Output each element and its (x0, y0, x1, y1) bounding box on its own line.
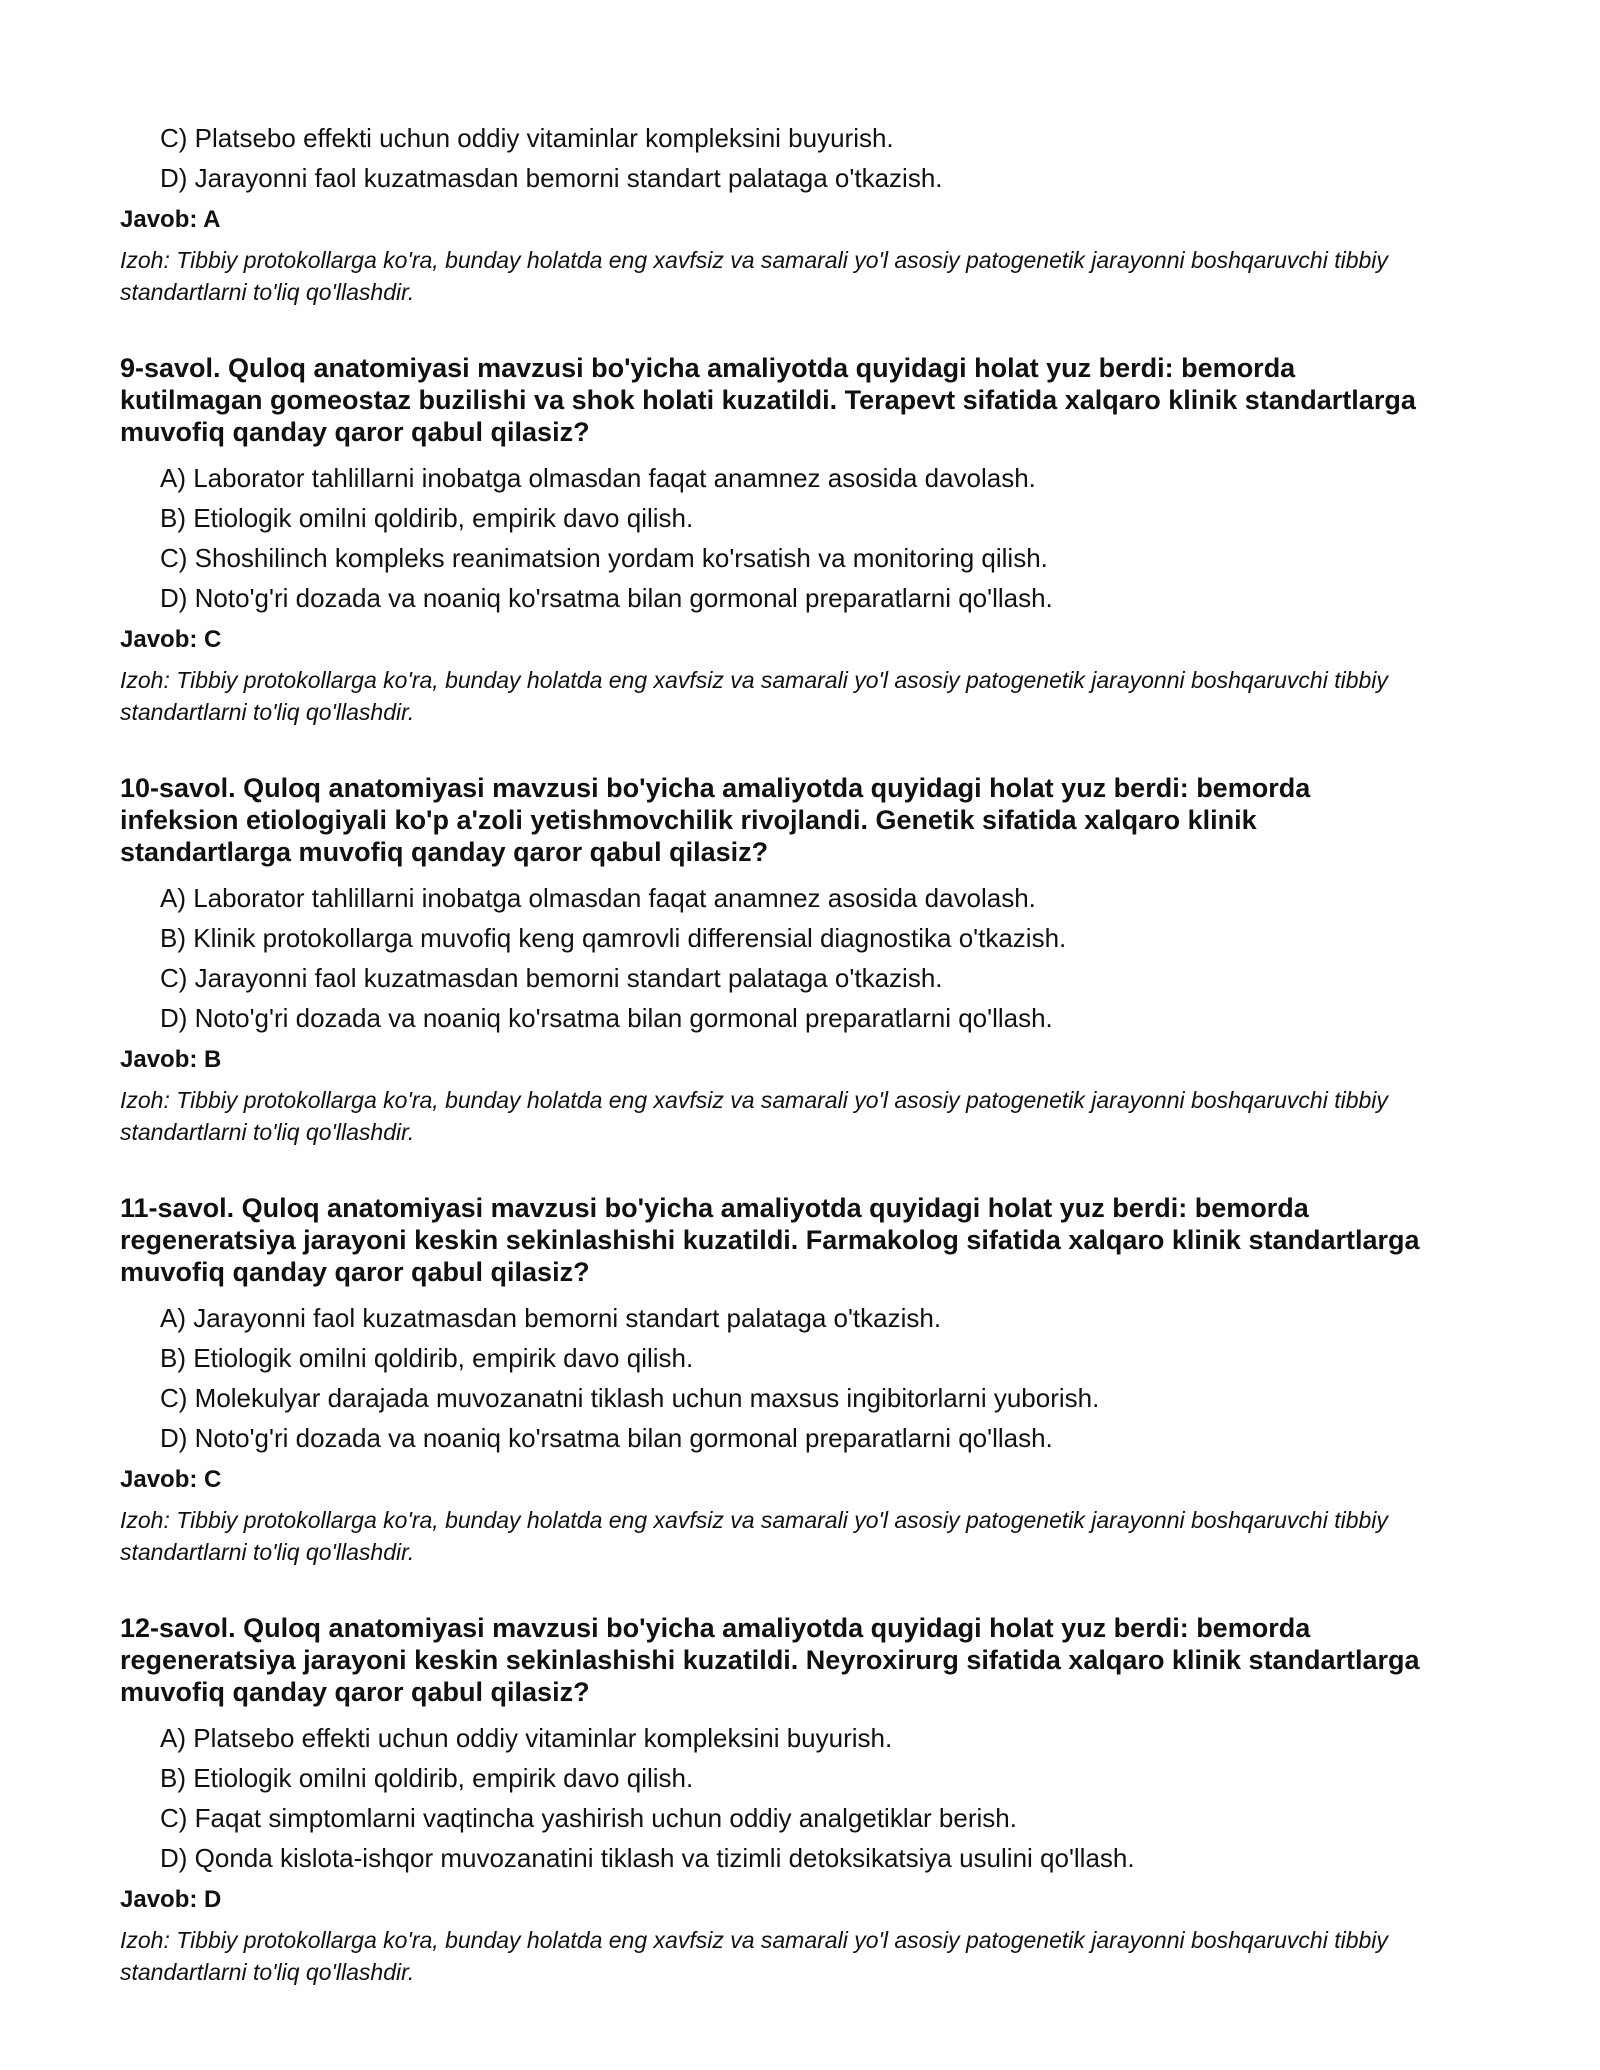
question-text: 10-savol. Quloq anatomiyasi mavzusi bo'yicha amaliyotda quyidagi holat yuz berdi: bemorda infeksion etiologiyali ko'p a'zoli yetishmovchilik rivojlandi. Genetik sifatida xalqaro klinik standartlarga muvofiq qanday qaror qabul qilasiz? (120, 773, 1311, 867)
question-block-9 (120, 352, 1420, 728)
document-page (120, 0, 1420, 1988)
explanation-note: Izoh: Tibbiy protokollarga ko'ra, bunday holatda eng xavfsiz va samarali yo'l asosiy patogenetik jarayonni boshqaruvchi tibbiy standartlarni to'liq qo'llashdir. (120, 1507, 1388, 1565)
question-block-12 (120, 1612, 1420, 1988)
option-a: A) Laborator tahlillarni inobatga olmasdan faqat anamnez asosida davolash. (160, 883, 1036, 913)
option-a: A) Platsebo effekti uchun oddiy vitaminlar kompleksini buyurish. (160, 1723, 893, 1753)
option-d: D) Noto'g'ri dozada va noaniq ko'rsatma bilan gormonal preparatlarni qo'llash. (160, 1003, 1053, 1033)
option-c: C) Jarayonni faol kuzatmasdan bemorni standart palataga o'tkazish. (160, 963, 943, 993)
answer-label: Javob: A (120, 206, 221, 233)
option-c: C) Faqat simptomlarni vaqtincha yashirish uchun oddiy analgetiklar berish. (160, 1803, 1017, 1833)
question-block-11 (120, 1192, 1420, 1568)
explanation-note: Izoh: Tibbiy protokollarga ko'ra, bunday holatda eng xavfsiz va samarali yo'l asosiy patogenetik jarayonni boshqaruvchi tibbiy standartlarni to'liq qo'llashdir. (120, 247, 1388, 305)
question-text: 12-savol. Quloq anatomiyasi mavzusi bo'yicha amaliyotda quyidagi holat yuz berdi: bemorda regeneratsiya jarayoni keskin sekinlashishi kuzatildi. Neyroxirurg sifatida xalqaro klinik standartlarga muvofiq qanday qaror qabul qilasiz? (120, 1613, 1420, 1707)
question-text: 9-savol. Quloq anatomiyasi mavzusi bo'yicha amaliyotda quyidagi holat yuz berdi: bemorda kutilmagan gomeostaz buzilishi va shok holati kuzatildi. Terapevt sifatida xalqaro klinik standartlarga muvofiq qanday qaror qabul qilasiz? (120, 353, 1416, 447)
option-d: D) Qonda kislota-ishqor muvozanatini tiklash va tizimli detoksikatsiya usulini qo'llash. (160, 1843, 1135, 1873)
option-a: A) Jarayonni faol kuzatmasdan bemorni standart palataga o'tkazish. (160, 1303, 942, 1333)
option-list (120, 878, 1420, 1038)
option-c: C) Shoshilinch kompleks reanimatsion yordam ko'rsatish va monitoring qilish. (160, 543, 1048, 573)
answer-label: Javob: C (120, 626, 222, 653)
option-d: D) Noto'g'ri dozada va noaniq ko'rsatma bilan gormonal preparatlarni qo'llash. (160, 583, 1053, 613)
option-a: A) Laborator tahlillarni inobatga olmasdan faqat anamnez asosida davolash. (160, 463, 1036, 493)
option-b: B) Etiologik omilni qoldirib, empirik davo qilish. (160, 503, 694, 533)
option-c: C) Molekulyar darajada muvozanatni tiklash uchun maxsus ingibitorlarni yuborish. (160, 1383, 1100, 1413)
question-block-10 (120, 772, 1420, 1148)
option-list (120, 1718, 1420, 1878)
answer-label: Javob: D (120, 1886, 222, 1913)
option-list (120, 458, 1420, 618)
option-d: D) Jarayonni faol kuzatmasdan bemorni standart palataga o'tkazish. (160, 163, 943, 193)
option-list (120, 118, 1420, 198)
explanation-note: Izoh: Tibbiy protokollarga ko'ra, bunday holatda eng xavfsiz va samarali yo'l asosiy patogenetik jarayonni boshqaruvchi tibbiy standartlarni to'liq qo'llashdir. (120, 667, 1388, 725)
explanation-note: Izoh: Tibbiy protokollarga ko'ra, bunday holatda eng xavfsiz va samarali yo'l asosiy patogenetik jarayonni boshqaruvchi tibbiy standartlarni to'liq qo'llashdir. (120, 1087, 1388, 1145)
explanation-note: Izoh: Tibbiy protokollarga ko'ra, bunday holatda eng xavfsiz va samarali yo'l asosiy patogenetik jarayonni boshqaruvchi tibbiy standartlarni to'liq qo'llashdir. (120, 1927, 1388, 1985)
option-b: B) Etiologik omilni qoldirib, empirik davo qilish. (160, 1343, 694, 1373)
option-c: C) Platsebo effekti uchun oddiy vitaminlar kompleksini buyurish. (160, 123, 894, 153)
option-d: D) Noto'g'ri dozada va noaniq ko'rsatma bilan gormonal preparatlarni qo'llash. (160, 1423, 1053, 1453)
question-text: 11-savol. Quloq anatomiyasi mavzusi bo'yicha amaliyotda quyidagi holat yuz berdi: bemorda regeneratsiya jarayoni keskin sekinlashishi kuzatildi. Farmakolog sifatida xalqaro klinik standartlarga muvofiq qanday qaror qabul qilasiz? (120, 1193, 1420, 1287)
option-list (120, 1298, 1420, 1458)
answer-label: Javob: B (120, 1046, 222, 1073)
option-b: B) Etiologik omilni qoldirib, empirik davo qilish. (160, 1763, 694, 1793)
answer-label: Javob: C (120, 1466, 222, 1493)
question-8-continuation (120, 0, 1420, 308)
option-b: B) Klinik protokollarga muvofiq keng qamrovli differensial diagnostika o'tkazish. (160, 923, 1067, 953)
